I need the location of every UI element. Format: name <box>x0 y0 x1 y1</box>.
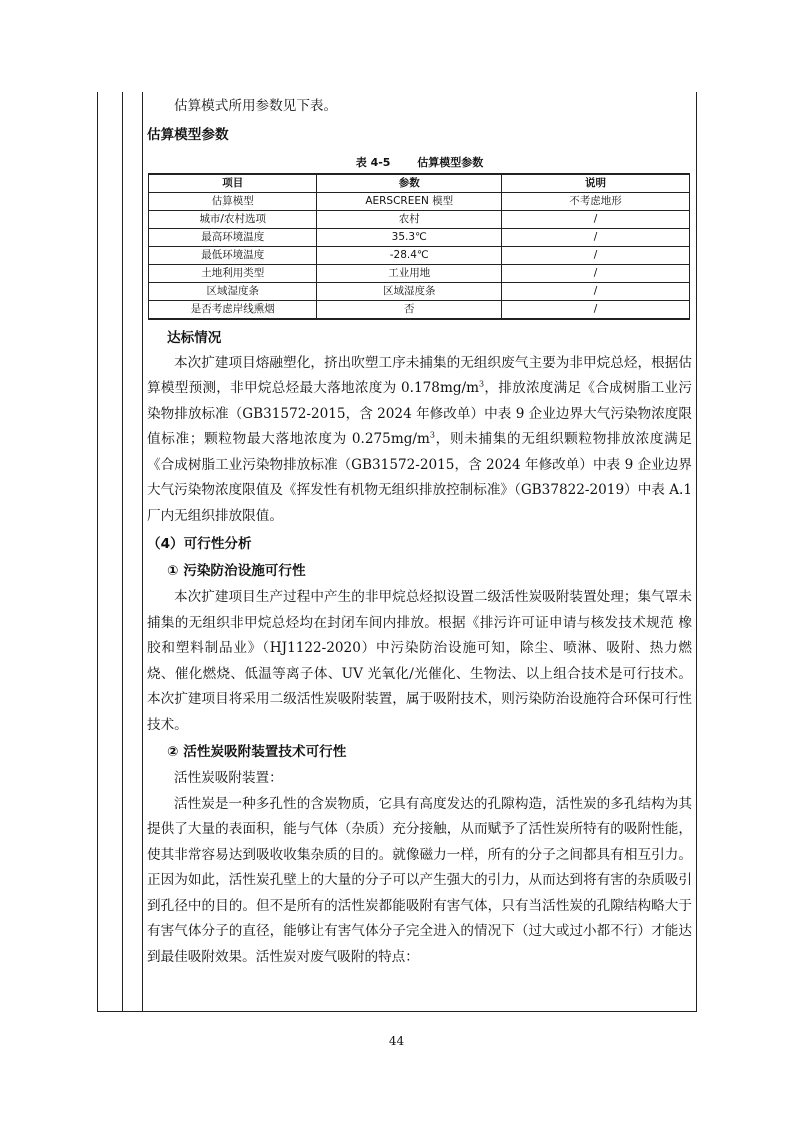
table-cell: / <box>502 264 690 282</box>
table-cell: / <box>502 282 690 300</box>
feasibility-heading: （4）可行性分析 <box>147 536 252 552</box>
table-header-row <box>149 174 690 193</box>
left-column-2 <box>122 92 143 1011</box>
parameter-table <box>148 173 690 320</box>
table-cell: 土地利用类型 <box>149 264 317 282</box>
table-row <box>149 264 690 282</box>
table-header-cell: 说明 <box>502 174 690 193</box>
table-row <box>149 192 690 210</box>
table-cell: 最高环境温度 <box>149 228 317 246</box>
subsection-label-2: 活性炭吸附装置： <box>174 770 283 786</box>
intro-text: 估算模式所用参数见下表。 <box>174 98 338 114</box>
table-cell: -28.4℃ <box>317 246 502 264</box>
compliance-text-a: 本次扩建项目熔融塑化，挤出吹塑工序未捕集的无组织废气主要为非甲烷总烃，根据估算模型预测，非甲烷总烃最大落地浓度为 0.178mg/m <box>147 354 692 396</box>
subsection-paragraph-2: 活性炭是一种多孔性的含炭物质，它具有高度发达的孔隙构造，活性炭的多孔结构为其提供了大量的表面积，能与气体（杂质）充分接触，从而赋予了活性炭所特有的吸附性能，使其非常容易达到吸收收集杂质的目的。就像磁力一样，所有的分子之间都具有相互引力。正因为如此，活性炭孔壁上的大量的分子可以产生强大的引力，从而达到将有害的杂质吸引到孔径中的目的。但不是所有的活性炭都能吸附有害气体，只有当活性炭的孔隙结构略大于有害气体分子的直径，能够让有害气体分子完全进入的情况下（过大或过小都不行）才能达到最佳吸附效果。活性炭对废气吸附的特点： <box>147 795 692 965</box>
compliance-text-b: ，排放浓度满足《合成树脂工业污染物排放标准（GB31572-2015，含 2024 年修改单）中表 9 企业边界大气污染物浓度限值标准；颗粒物最大落地浓度为 0.275mg/m <box>147 380 692 447</box>
table-caption <box>147 156 692 170</box>
compliance-paragraph <box>147 351 692 530</box>
table-cell: / <box>502 300 690 319</box>
table-cell: 区域湿度条 <box>317 282 502 300</box>
compliance-heading: 达标情况 <box>167 329 222 346</box>
unit-superscript: 3 <box>479 379 485 389</box>
table-cell: 城市/农村选项 <box>149 210 317 228</box>
table-cell: 区域湿度条 <box>149 282 317 300</box>
content-area <box>147 92 692 970</box>
table-cell: 农村 <box>317 210 502 228</box>
table-cell: 估算模型 <box>149 192 317 210</box>
subsection-paragraph-1: 本次扩建项目生产过程中产生的非甲烷总烃拟设置二级活性炭吸附装置处理；集气罩未捕集的无组织非甲烷总烃均在封闭车间内排放。根据《排污许可证申请与核发技术规范 橡胶和塑料制品业》（HJ1122-2020）中污染防治设施可知，除尘、喷淋、吸附、热力燃烧、催化燃烧、低温等离子体、UV 光氧化/光催化、生物法、以上组合技术是可行技术。本次扩建项目将采用二级活性炭吸附装置，属于吸附技术，则污染防治设施符合环保可行性技术。 <box>147 589 692 733</box>
table-row <box>149 246 690 264</box>
table-row <box>149 228 690 246</box>
table-header-cell: 参数 <box>317 174 502 193</box>
table-row <box>149 282 690 300</box>
table-cell: / <box>502 210 690 228</box>
table-cell: 35.3℃ <box>317 228 502 246</box>
left-column-1 <box>98 92 123 1011</box>
table-row <box>149 210 690 228</box>
table-cell: 最低环境温度 <box>149 246 317 264</box>
section-heading: 估算模型参数 <box>147 126 229 143</box>
table-cell: 工业用地 <box>317 264 502 282</box>
compliance-text-c: ，则未捕集的无组织颗粒物排放浓度满足《合成树脂工业污染物排放标准（GB31572-2015，含 2024 年修改单）中表 9 企业边界大气污染物浓度限值及《挥发性有机物无组织排放控制标准》（GB37822-2019）中表 A.1 厂内无组织排放限值。 <box>147 431 692 524</box>
subsection-heading-2: ② 活性炭吸附装置技术可行性 <box>167 744 347 760</box>
table-caption-number: 表 4-5 <box>355 155 391 169</box>
table-cell: 否 <box>317 300 502 319</box>
table-cell: AERSCREEN 模型 <box>317 192 502 210</box>
table-cell: 不考虑地形 <box>502 192 690 210</box>
table-cell: / <box>502 228 690 246</box>
unit-superscript: 3 <box>429 430 435 440</box>
table-cell: 是否考虑岸线熏烟 <box>149 300 317 319</box>
table-caption-title: 估算模型参数 <box>417 155 484 169</box>
subsection-heading-1: ① 污染防治设施可行性 <box>167 563 306 579</box>
table-header-cell: 项目 <box>149 174 317 193</box>
table-row <box>149 300 690 319</box>
page-number: 44 <box>388 1034 405 1048</box>
table-cell: / <box>502 246 690 264</box>
